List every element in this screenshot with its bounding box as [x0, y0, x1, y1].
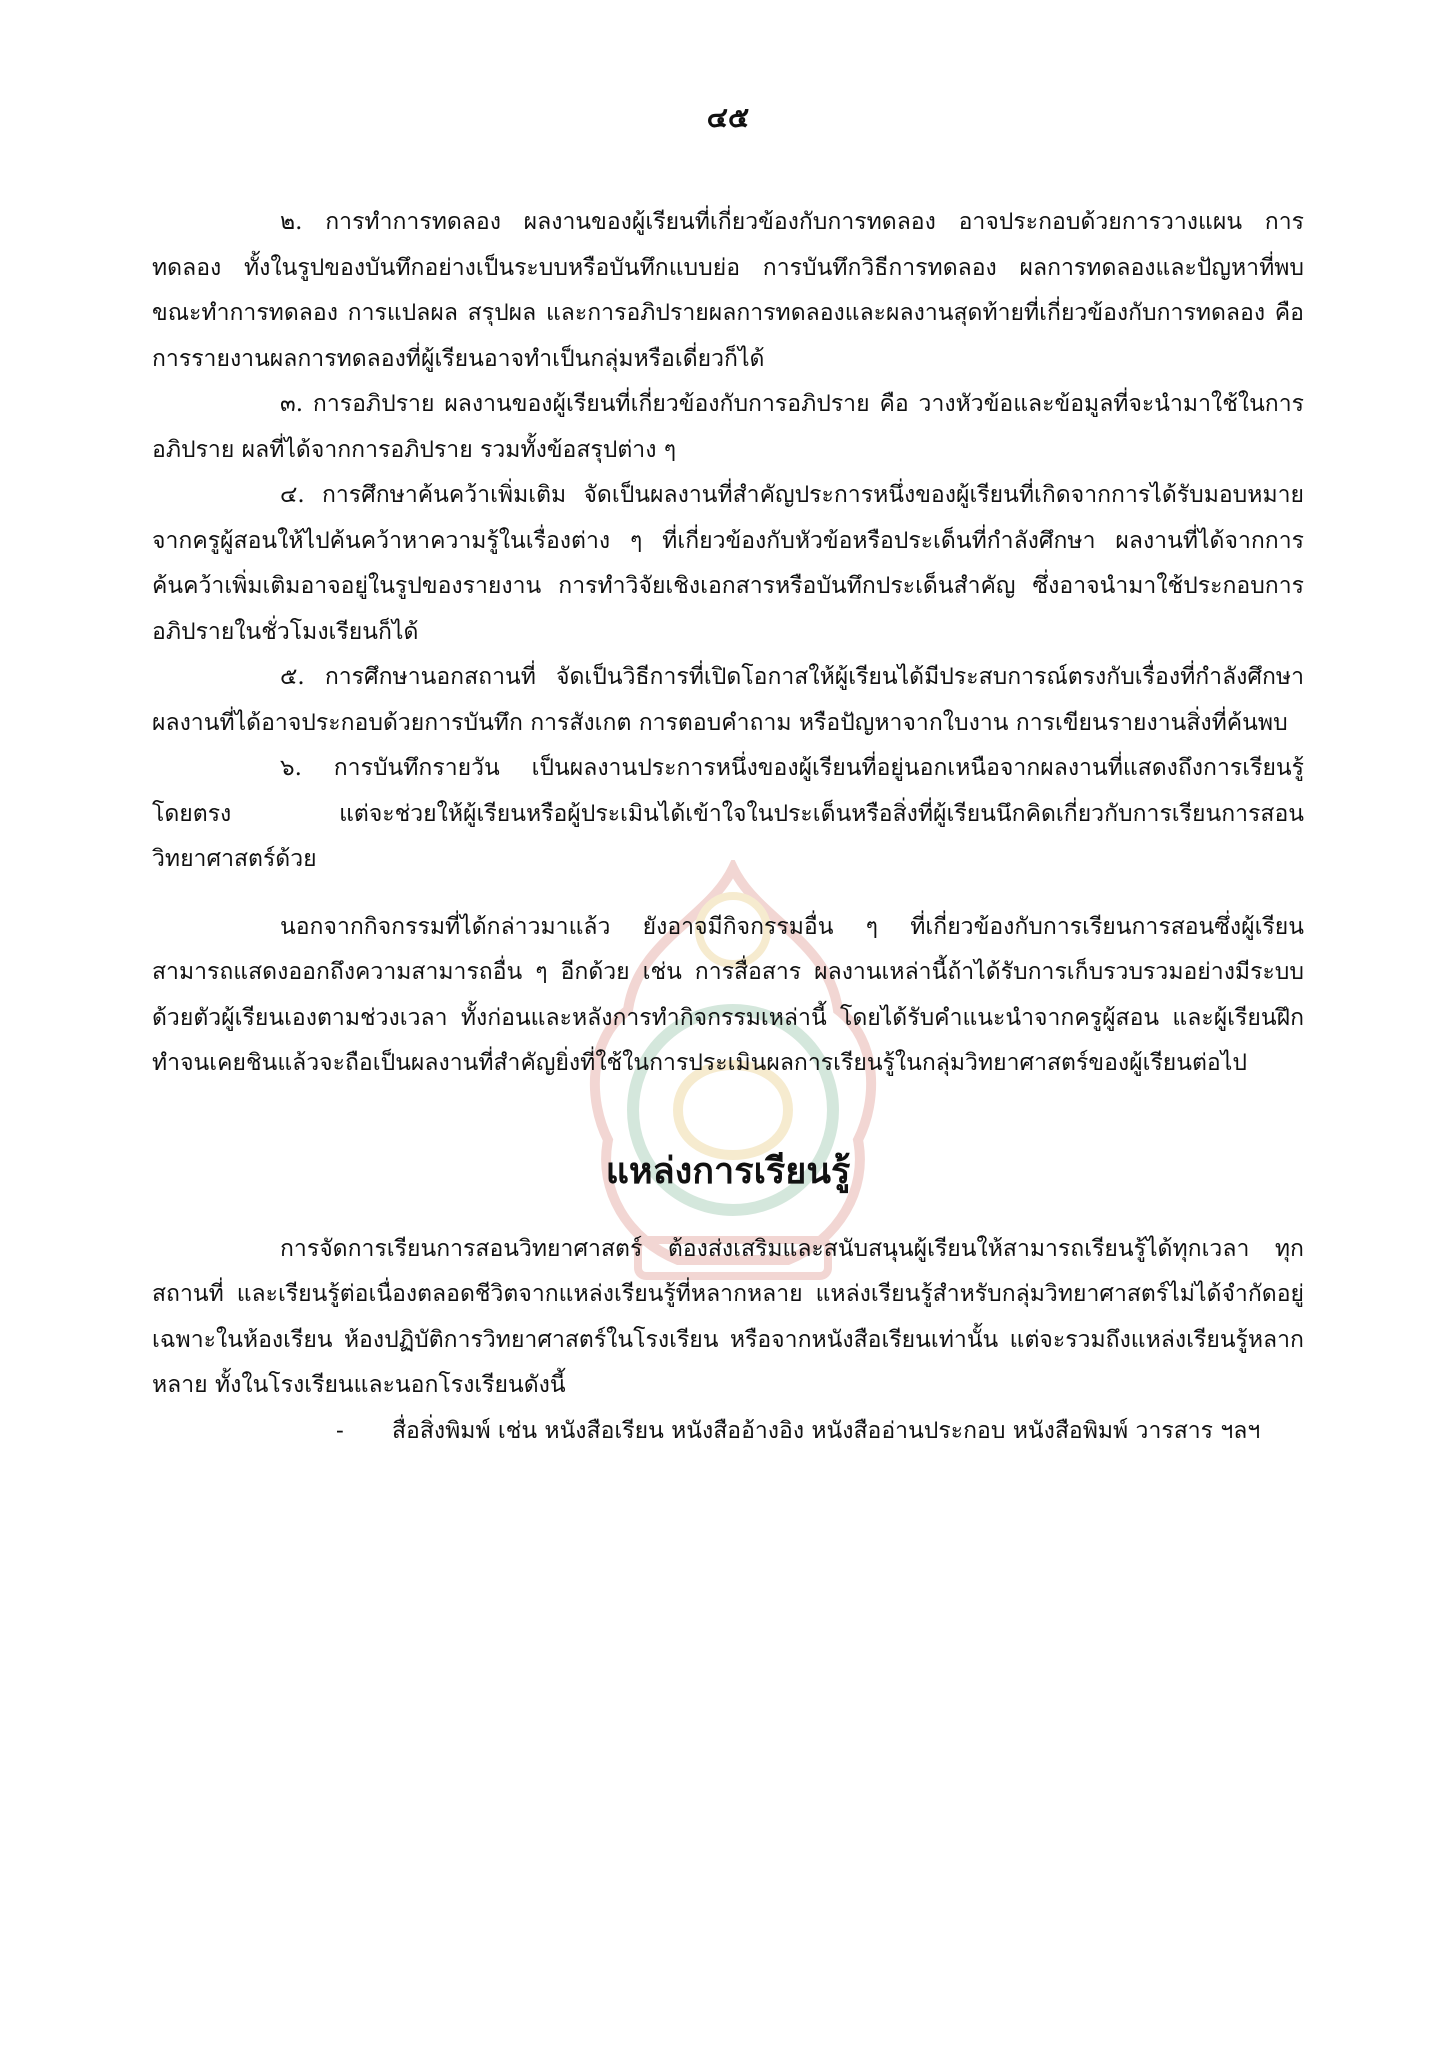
section-heading: แหล่งการเรียนรู้	[605, 1149, 851, 1192]
paragraph-daily-journal: ๖. การบันทึกรายวัน เป็นผลงานประการหนึ่งของผู้เรียนที่อยู่นอกเหนือจากผลงานที่แสดงถึงการเรียนรู้โดยตรง แต่จะช่วยให้ผู้เรียนหรือผู้ประเมินได้เข้าใจในประเด็นหรือสิ่งที่ผู้เรียนนึกคิดเกี่ยวกับการเรียนการสอนวิทยาศาสตร์ด้วย	[152, 755, 1304, 872]
bullet-text: สื่อสิ่งพิมพ์ เช่น หนังสือเรียน หนังสืออ้างอิง หนังสืออ่านประกอบ หนังสือพิมพ์ วารสาร ฯลฯ	[392, 1417, 1261, 1444]
paragraph-research: ๔. การศึกษาค้นคว้าเพิ่มเติม จัดเป็นผลงานที่สำคัญประการหนึ่งของผู้เรียนที่เกิดจากการได้รับมอบหมายจากครูผู้สอนให้ไปค้นคว้าหาความรู้ในเรื่องต่าง ๆ ที่เกี่ยวข้องกับหัวข้อหรือประเด็นที่กำลังศึกษา ผลงานที่ได้จากการค้นคว้าเพิ่มเติมอาจอยู่ในรูปของรายงาน การทำวิจัยเชิงเอกสารหรือบันทึกประเด็นสำคัญ ซึ่งอาจนำมาใช้ประกอบการอภิปรายในชั่วโมงเรียนก็ได้	[152, 482, 1304, 645]
paragraph-section-intro: การจัดการเรียนการสอนวิทยาศาสตร์ ต้องส่งเสริมและสนับสนุนผู้เรียนให้สามารถเรียนรู้ได้ทุกเวลา ทุกสถานที่ และเรียนรู้ต่อเนื่องตลอดชีวิตจากแหล่งเรียนรู้ที่หลากหลาย แหล่งเรียนรู้สำหรับกลุ่มวิทยาศาสตร์ไม่ได้จำกัดอยู่เฉพาะในห้องเรียน ห้องปฏิบัติการวิทยาศาสตร์ในโรงเรียน หรือจากหนังสือเรียนเท่านั้น แต่จะรวมถึงแหล่งเรียนรู้หลากหลาย ทั้งในโรงเรียนและนอกโรงเรียนดังนี้	[152, 1235, 1304, 1398]
document-body	[152, 200, 1304, 1454]
bullet-marker: -	[336, 1417, 344, 1444]
list-item	[152, 1409, 1304, 1455]
paragraph-experiment: ๒. การทำการทดลอง ผลงานของผู้เรียนที่เกี่ยวข้องกับการทดลอง อาจประกอบด้วยการวางแผน การทดลอง ทั้งในรูปของบันทึกอย่างเป็นระบบหรือบันทึกแบบย่อ การบันทึกวิธีการทดลอง ผลการทดลองและปัญหาที่พบขณะทำการทดลอง การแปลผล สรุปผล และการอภิปรายผลการทดลองและผลงานสุดท้ายที่เกี่ยวข้องกับการทดลอง คือ การรายงานผลการทดลองที่ผู้เรียนอาจทำเป็นกลุ่มหรือเดี่ยวก็ได้	[152, 209, 1304, 372]
paragraph-summary: นอกจากกิจกรรมที่ได้กล่าวมาแล้ว ยังอาจมีกิจกรรมอื่น ๆ ที่เกี่ยวข้องกับการเรียนการสอนซึ่งผู้เรียนสามารถแสดงออกถึงความสามารถอื่น ๆ อีกด้วย เช่น การสื่อสาร ผลงานเหล่านี้ถ้าได้รับการเก็บรวบรวมอย่างมีระบบด้วยตัวผู้เรียนเองตามช่วงเวลา ทั้งก่อนและหลังการทำกิจกรรมเหล่านี้ โดยได้รับคำแนะนำจากครูผู้สอน และผู้เรียนฝึกทำจนเคยชินแล้วจะถือเป็นผลงานที่สำคัญยิ่งที่ใช้ในการประเมินผลการเรียนรู้ในกลุ่มวิทยาศาสตร์ของผู้เรียนต่อไป	[152, 913, 1304, 1076]
paragraph-discussion: ๓. การอภิปราย ผลงานของผู้เรียนที่เกี่ยวข้องกับการอภิปราย คือ วางหัวข้อและข้อมูลที่จะนำมาใช้ในการอภิปราย ผลที่ได้จากการอภิปราย รวมทั้งข้อสรุปต่าง ๆ	[152, 391, 1304, 463]
page-number: ๔๕	[706, 101, 750, 134]
paragraph-field-study: ๕. การศึกษานอกสถานที่ จัดเป็นวิธีการที่เปิดโอกาสให้ผู้เรียนได้มีประสบการณ์ตรงกับเรื่องที่กำลังศึกษา ผลงานที่ได้อาจประกอบด้วยการบันทึก การสังเกต การตอบคำถาม หรือปัญหาจากใบงาน การเขียนรายงานสิ่งที่ค้นพบ	[152, 664, 1304, 736]
